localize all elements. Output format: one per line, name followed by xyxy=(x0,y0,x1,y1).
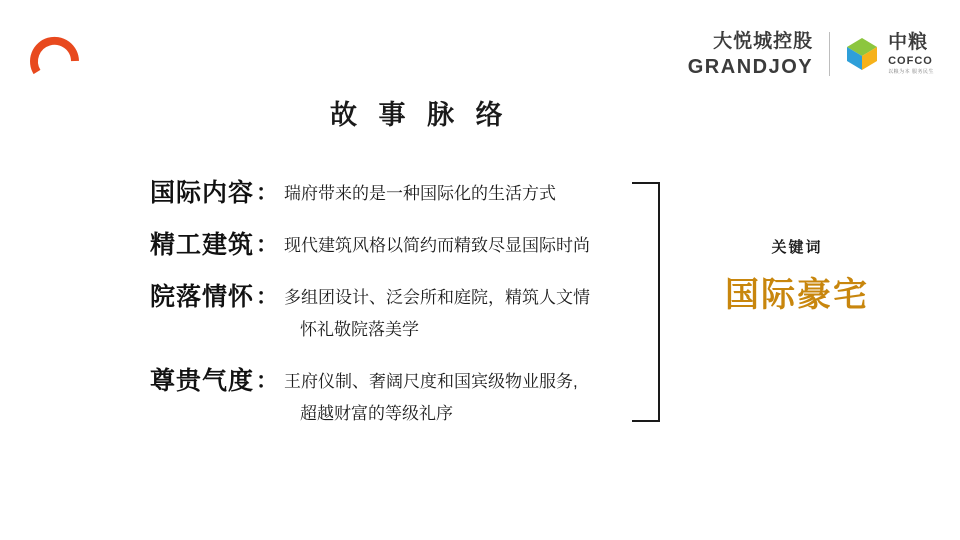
item-text xyxy=(284,280,590,346)
item-text-line1: 王府仪制、奢阔尺度和国宾级物业服务, xyxy=(284,372,578,391)
cofco-cube-icon xyxy=(844,36,880,72)
item-text xyxy=(284,364,578,430)
right-brace-bracket xyxy=(632,182,660,422)
grandjoy-english-name: GRANDJOY xyxy=(687,55,814,78)
item-label: 国际内容 xyxy=(150,179,255,207)
grandjoy-logo xyxy=(688,32,829,77)
cofco-english-name: COFCO xyxy=(888,55,933,67)
item-label: 精工建筑 xyxy=(150,231,255,259)
keyword-label: 关键词 xyxy=(771,239,823,256)
item-colon: ： xyxy=(256,284,279,309)
cofco-cube-svg xyxy=(844,36,880,72)
item-text xyxy=(284,228,590,262)
item-text-line1: 现代建筑风格以简约而精致尽显国际时尚 xyxy=(284,236,591,255)
keyword-value: 国际豪宅 xyxy=(725,276,869,314)
list-item xyxy=(150,176,670,210)
page-title: 故 事 脉 络 xyxy=(330,100,510,130)
brand-mark-logo xyxy=(28,26,84,82)
grandjoy-chinese-name: 大悦城控股 xyxy=(713,30,814,52)
list-item xyxy=(150,228,670,262)
item-colon: ： xyxy=(256,232,279,257)
arc-mark-icon xyxy=(28,26,84,82)
list-item xyxy=(150,280,670,346)
cofco-slogan: 以粮为本 服务民生 xyxy=(888,69,934,75)
item-text-line1: 瑞府带来的是一种国际化的生活方式 xyxy=(284,184,557,203)
item-colon: ： xyxy=(256,180,279,205)
item-label: 院落情怀 xyxy=(150,283,255,311)
item-text-line2: 怀礼敬院落美学 xyxy=(300,320,420,339)
corporate-logo-group xyxy=(688,26,934,82)
item-text-line2: 超越财富的等级礼序 xyxy=(300,404,454,423)
cofco-logo xyxy=(830,33,934,75)
keyword-callout xyxy=(672,236,922,316)
cofco-chinese-name: 中粮 xyxy=(888,32,929,53)
item-text xyxy=(284,176,556,210)
list-item xyxy=(150,364,670,430)
content-list xyxy=(150,176,670,448)
cofco-text-block xyxy=(888,33,934,75)
item-label: 尊贵气度 xyxy=(150,367,255,395)
item-text-line1: 多组团设计、泛会所和庭院，精筑人文情 xyxy=(284,288,591,307)
item-colon: ： xyxy=(256,368,279,393)
